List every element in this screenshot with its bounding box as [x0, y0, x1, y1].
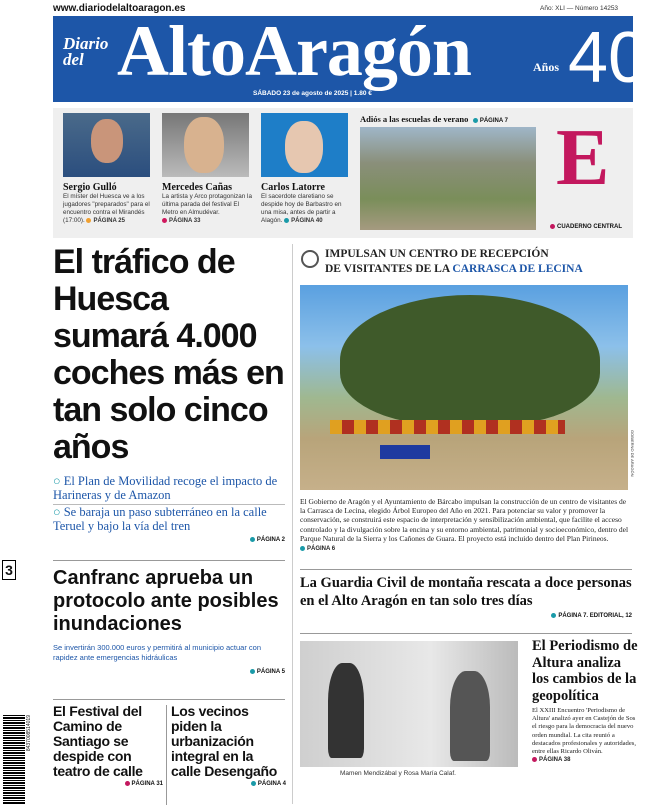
bullet-text: El Plan de Movilidad recoge el impacto de Harineras y de Amazon — [53, 474, 278, 502]
photo-mercedes — [162, 113, 249, 177]
bullet-text: Se baraja un paso subterráneo en la calle Teruel y bajo la vía del tren — [53, 505, 267, 533]
date-price: SÁBADO 23 de agosto de 2025 | 1.80 € — [253, 90, 372, 97]
edition-number: 3 — [2, 560, 16, 580]
periodismo-body: El XXIII Encuentro 'Periodismo de Altura' analizó ayer en Castejón de Sos el riesgo para la democracia del nuevo orden mundial. La cita reunió a destacados profesionales y autoridades, entre ellas Ricardo Oliván. — [532, 707, 636, 756]
main-page-ref — [53, 537, 285, 543]
vecinos-story[interactable] — [171, 704, 286, 787]
teaser-text: El míster del Huesca ve a los jugadores "preparados" para el encuentro contra el Mirandés (17:00). — [63, 193, 150, 224]
teaser-sergio[interactable] — [63, 182, 155, 225]
masthead-small: Diario del — [63, 34, 109, 69]
carrasca-text — [300, 497, 632, 554]
cuaderno-letter: E — [556, 114, 610, 202]
guardia-headline: La Guardia Civil de montaña rescata a doce personas en el Alto Aragón en tan solo tres días — [300, 575, 632, 609]
circle-bullet-icon: ○ — [53, 474, 61, 488]
teaser-mercedes[interactable] — [162, 182, 254, 225]
dot-icon — [473, 118, 478, 123]
dot-icon — [550, 224, 555, 229]
main-headline: El tráfico de Huesca sumará 4.000 coches más en tan solo cinco años — [53, 243, 284, 466]
masthead — [53, 11, 648, 102]
photo-caption: Mamen Mendizábal y Rosa María Calaf. — [340, 770, 456, 777]
page-ref: PÁGINA 7 — [479, 118, 508, 124]
anniversary-label: Años — [533, 60, 560, 74]
anniversary-number: 40 — [568, 18, 648, 98]
page-ref: PÁGINA 2 — [256, 537, 285, 544]
canfranc-sub: Se invertirán 300.000 euros y permitirá al municipio actuar con rapidez ante emergencias hidráulicas — [53, 643, 262, 662]
page-ref: PÁGINA 6 — [307, 546, 336, 553]
dot-icon — [551, 613, 556, 618]
main-story[interactable] — [53, 244, 285, 543]
dot-icon — [86, 218, 91, 223]
periodismo-text — [532, 707, 638, 764]
main-bullet — [53, 474, 285, 505]
page-ref: PÁGINA 25 — [93, 218, 125, 224]
divider — [166, 705, 167, 805]
photo-summer-school — [360, 127, 536, 230]
dot-icon — [300, 546, 305, 551]
column-divider — [292, 244, 293, 804]
barcode-number: 8437008514019 — [26, 715, 32, 752]
summer-title: Adiós a las escuelas de verano — [360, 114, 469, 124]
circle-bullet-icon: ○ — [53, 505, 61, 519]
teaser-carlos[interactable] — [261, 182, 353, 225]
dot-icon — [250, 669, 255, 674]
dot-icon — [162, 218, 167, 223]
barcode — [3, 715, 25, 805]
cuaderno-central[interactable] — [550, 224, 622, 230]
vecinos-headline: Los vecinos piden la urbanización integral en la calle Desengaño — [171, 703, 277, 779]
teaser-name: Sergio Gulló — [63, 182, 117, 193]
guardia-page-ref — [300, 613, 635, 619]
dot-icon — [532, 757, 537, 762]
periodismo-story[interactable] — [532, 638, 638, 764]
guardia-story[interactable] — [300, 574, 635, 619]
photo-periodismo — [300, 641, 518, 767]
dot-icon — [250, 537, 255, 542]
carrasca-title-line: IMPULSAN UN CENTRO DE RECEPCIÓN — [325, 248, 549, 260]
festival-page-ref — [53, 781, 163, 787]
photo-carrasca — [300, 285, 628, 490]
summer-teaser[interactable] — [360, 112, 508, 127]
page-ref: PÁGINA 5 — [256, 669, 285, 676]
main-bullet — [53, 505, 285, 533]
teaser-text: El sacerdote claretiano se despide hoy de Barbastro en una misa, antes de partir a Alagón. — [261, 193, 342, 224]
tree-logo-icon — [301, 250, 319, 268]
cuaderno-label: CUADERNO CENTRAL — [557, 224, 622, 231]
vecinos-page-ref — [171, 781, 286, 787]
photo-carlos — [261, 113, 348, 177]
page-ref: PÁGINA 38 — [539, 757, 571, 764]
photo-sergio — [63, 113, 150, 177]
periodismo-headline: El Periodismo de Altura analiza los cambios de la geopolítica — [532, 638, 638, 704]
festival-headline: El Festival del Camino de Santiago se despide con teatro de calle — [53, 703, 143, 779]
page-ref: PÁGINA 7. EDITORIAL, 12 — [558, 613, 632, 620]
canfranc-page-ref — [53, 669, 285, 675]
teaser-name: Mercedes Cañas — [162, 182, 233, 193]
canfranc-headline: Canfranc aprueba un protocolo ante posibles inundaciones — [53, 567, 279, 635]
carrasca-title-highlight: CARRASCA DE LECINA — [452, 263, 583, 275]
issue-number: Año: XLI — Número 14253 — [540, 5, 619, 12]
masthead-title: AltoAragón — [117, 11, 471, 91]
dot-icon — [284, 218, 289, 223]
dot-icon — [125, 781, 130, 786]
teaser-name: Carlos Latorre — [261, 182, 325, 193]
website-url[interactable]: www.diariodelaltoaragon.es — [53, 3, 186, 14]
dot-icon — [251, 781, 256, 786]
page-ref: PÁGINA 4 — [257, 781, 286, 788]
carrasca-title[interactable] — [325, 247, 633, 277]
page-ref: PÁGINA 33 — [169, 218, 201, 224]
canfranc-story[interactable] — [53, 567, 285, 675]
teaser-text: La artista y Arco protagonizan la última parada del festival El Metro en Almudévar. — [162, 193, 252, 216]
photo-credit: GOBIERNO DE ARAGÓN — [630, 430, 635, 477]
page-ref: PÁGINA 40 — [291, 218, 323, 224]
carrasca-body: El Gobierno de Aragón y el Ayuntamiento de Bárcabo impulsan la construcción de un centro de visitantes de la Carrasca de Lecina, elegido Árbol Europeo del Año en 2021. Para potenciar su valor y promover la conservación, se construirá este espacio de interpretación y sensibilización ambiental, que facilite el acceso controlado y la divulgación sobre la encina y su entorno ambiental, patrimonial y socioeconómico, dentro del Parque Natural de la Sierra y los Cañones de Guara. El proyecto está incluido dentro del Plan Pirineos. — [300, 497, 629, 543]
festival-story[interactable] — [53, 704, 163, 787]
page-ref: PÁGINA 31 — [131, 781, 163, 788]
carrasca-title-line: DE VISITANTES DE LA — [325, 263, 453, 275]
